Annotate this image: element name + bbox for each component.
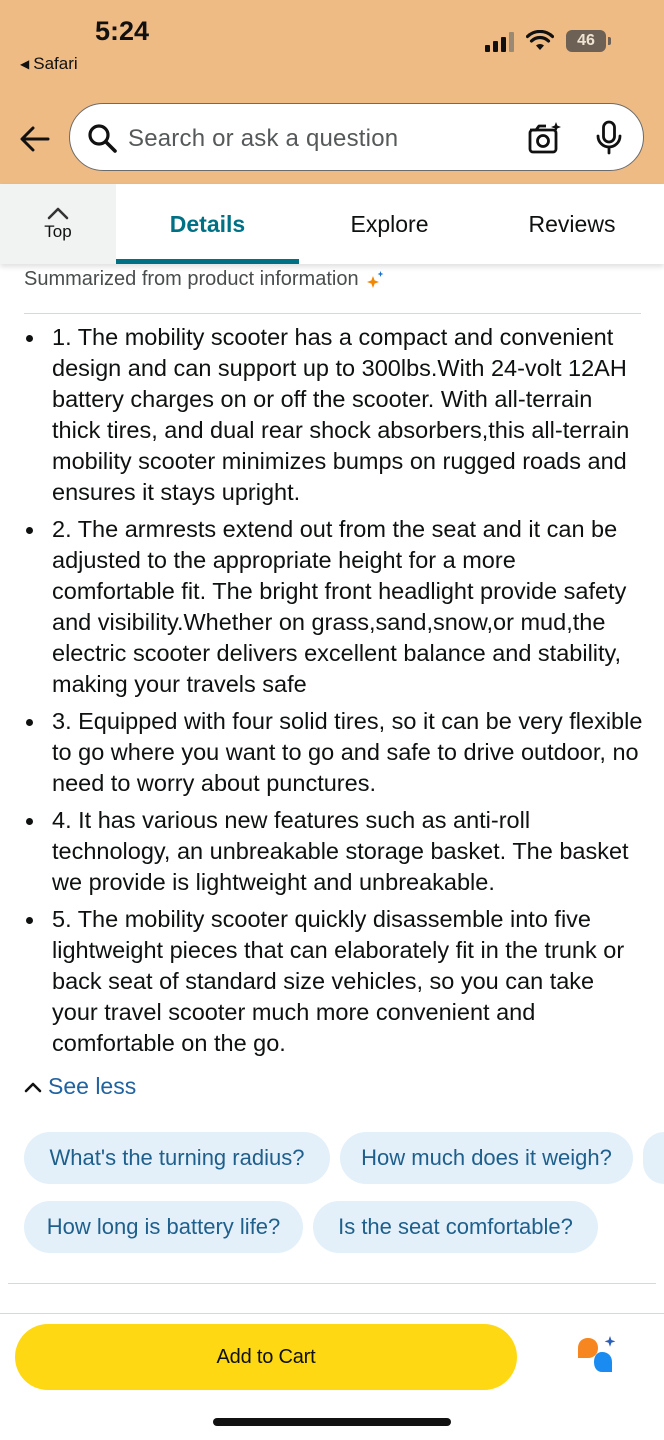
list-item: 1. The mobility scooter has a compact and convenient design and can support up to 300lbs.With 24-volt 12AH battery charges on or off the scooter. With all-terrain thick tires, and dual rear shock absorbers,this all-terrain mobility scooter minimizes bumps on rugged roads and ensures it stays upright. bbox=[24, 322, 644, 508]
product-tabs bbox=[0, 184, 664, 264]
summary-heading bbox=[24, 268, 385, 291]
search-input[interactable]: Search or ask a question bbox=[128, 125, 399, 152]
summary-divider bbox=[24, 313, 641, 314]
tab-explore[interactable]: Explore bbox=[350, 210, 429, 237]
tab-details[interactable]: Details bbox=[169, 210, 246, 237]
chevron-up-icon bbox=[24, 1081, 42, 1093]
tab-reviews[interactable]: Reviews bbox=[528, 210, 616, 237]
question-chip-partial[interactable] bbox=[643, 1132, 664, 1184]
tab-top[interactable] bbox=[0, 184, 116, 264]
question-chip[interactable]: How long is battery life? bbox=[24, 1201, 303, 1253]
list-item: 5. The mobility scooter quickly disassemble into five lightweight pieces that can elaborately fit in the trunk or back seat of standard size vehicles, so you can take your travel scooter much more convenient and comfortable on the go. bbox=[24, 904, 644, 1059]
question-chip[interactable]: Is the seat comfortable? bbox=[313, 1201, 598, 1253]
cellular-signal-icon bbox=[485, 30, 514, 52]
bottom-divider bbox=[8, 1283, 656, 1284]
see-less-label: See less bbox=[48, 1073, 137, 1099]
back-app-label: Safari bbox=[33, 54, 78, 73]
question-chip[interactable]: What's the turning radius? bbox=[24, 1132, 330, 1184]
mic-icon[interactable] bbox=[594, 120, 624, 156]
question-chip[interactable]: How much does it weigh? bbox=[340, 1132, 633, 1184]
tab-top-label: Top bbox=[44, 222, 72, 241]
status-time: 5:24 bbox=[95, 16, 150, 46]
search-icon bbox=[86, 122, 118, 154]
battery-icon: 46 bbox=[566, 30, 606, 52]
active-tab-indicator bbox=[116, 259, 299, 264]
back-triangle-icon: ◀ bbox=[20, 57, 30, 71]
search-bar[interactable] bbox=[69, 103, 644, 171]
sparkle-icon bbox=[365, 270, 385, 290]
camera-icon[interactable] bbox=[526, 120, 562, 156]
list-item: 2. The armrests extend out from the seat and it can be adjusted to the appropriate height for a more comfortable fit. The bright front headlight provide safety and visibility.Whether on grass,sand,snow,or mud,the electric scooter delivers excellent balance and stability, making your travels safe bbox=[24, 514, 644, 700]
status-icons bbox=[485, 30, 606, 52]
feature-bullets bbox=[24, 322, 644, 1065]
rufus-icon[interactable] bbox=[574, 1334, 618, 1374]
list-item: 3. Equipped with four solid tires, so it can be very flexible to go where you want to go and safe to drive outdoor, no need to worry about punctures. bbox=[24, 706, 644, 799]
add-to-cart-button[interactable]: Add to Cart bbox=[15, 1324, 517, 1390]
back-arrow-icon[interactable] bbox=[18, 122, 52, 156]
wifi-icon bbox=[526, 30, 554, 52]
list-item: 4. It has various new features such as anti-roll technology, an unbreakable storage basket. The basket we provide is lightweight and unbreakable. bbox=[24, 805, 644, 898]
app-header bbox=[0, 0, 664, 184]
summary-label: Summarized from product information bbox=[24, 268, 359, 290]
see-less-link[interactable] bbox=[24, 1073, 136, 1100]
chevron-up-icon bbox=[46, 206, 70, 220]
back-to-safari[interactable] bbox=[20, 54, 78, 74]
home-indicator bbox=[213, 1418, 451, 1426]
